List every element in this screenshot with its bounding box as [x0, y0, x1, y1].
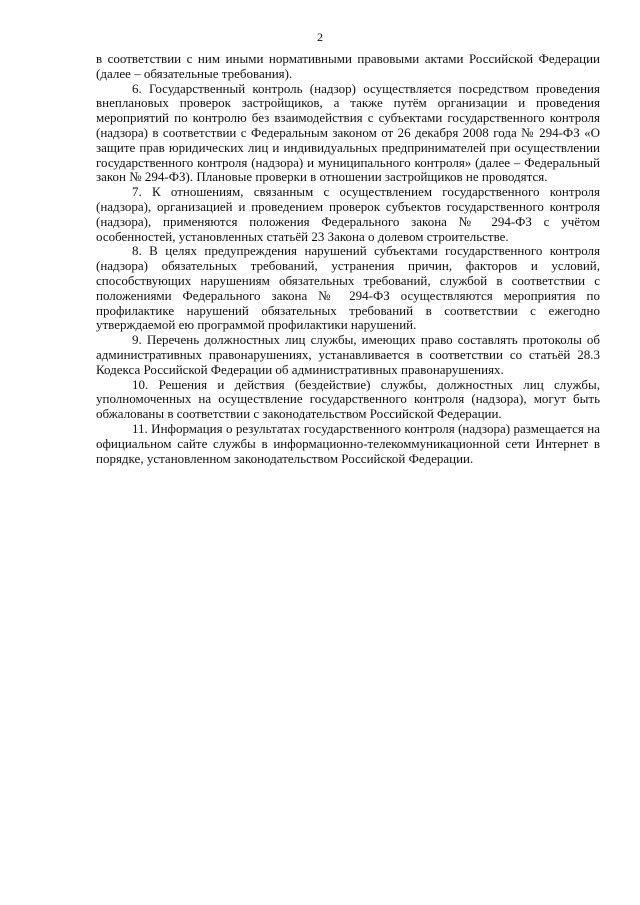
paragraph-10: 10. Решения и действия (бездействие) службы, должностных лиц службы, уполномоченных на осуществление государственного контроля (надзора), могут быть обжалованы в соответствии с законодательством Российской Федерации. — [96, 376, 600, 422]
paragraph-continuation: в соответствии с ним иными нормативными правовыми актами Российской Федерации (далее – обязательные требования). — [96, 51, 600, 81]
page-number: 2 — [317, 30, 323, 44]
paragraph-8: 8. В целях предупреждения нарушений субъектами государственного контроля (надзора) обязательных требований, устранения причин, факторов и условий, способствующих нарушениям обязательных требований, службой в соответствии с положениями Федерального закона № 294-ФЗ осуществляются мероприятия по профилактике нарушений обязательных требований в соответствии с ежегодно утверждаемой ею программой профилактики нарушений. — [96, 243, 600, 333]
paragraph-9: 9. Перечень должностных лиц службы, имеющих право составлять протоколы об административных правонарушениях, устанавливается в соответствии со статьёй 28.3 Кодекса Российской Федерации об административных правонарушениях. — [96, 332, 600, 377]
paragraph-6: 6. Государственный контроль (надзор) осуществляется посредством проведения внеплановых проверок застройщиков, а также путём организации и проведения мероприятий по контролю без взаимодействия с субъектами государственного контроля (надзора) в соответствии с Федеральным законом от 26 декабря 2008 года № 294-ФЗ «О защите прав юридических лиц и индивидуальных предпринимателей при осуществлении государственного контроля (надзора) и муниципального контроля» (далее – Федеральный закон № 294-ФЗ). Плановые проверки в отношении застройщиков не проводятся. — [96, 80, 600, 185]
document-body — [96, 52, 600, 466]
paragraph-7: 7. К отношениям, связанным с осуществлением государственного контроля (надзора), организацией и проведением проверок субъектов государственного контроля (надзора), применяются положения Федерального закона № 294-ФЗ с учётом особенностей, установленных статьёй 23 Закона о долевом строительстве. — [96, 184, 600, 244]
paragraph-11: 11. Информация о результатах государственного контроля (надзора) размещается на официальном сайте службы в информационно-телекоммуникационной сети Интернет в порядке, установленном законодательством Российской Федерации. — [96, 420, 600, 466]
